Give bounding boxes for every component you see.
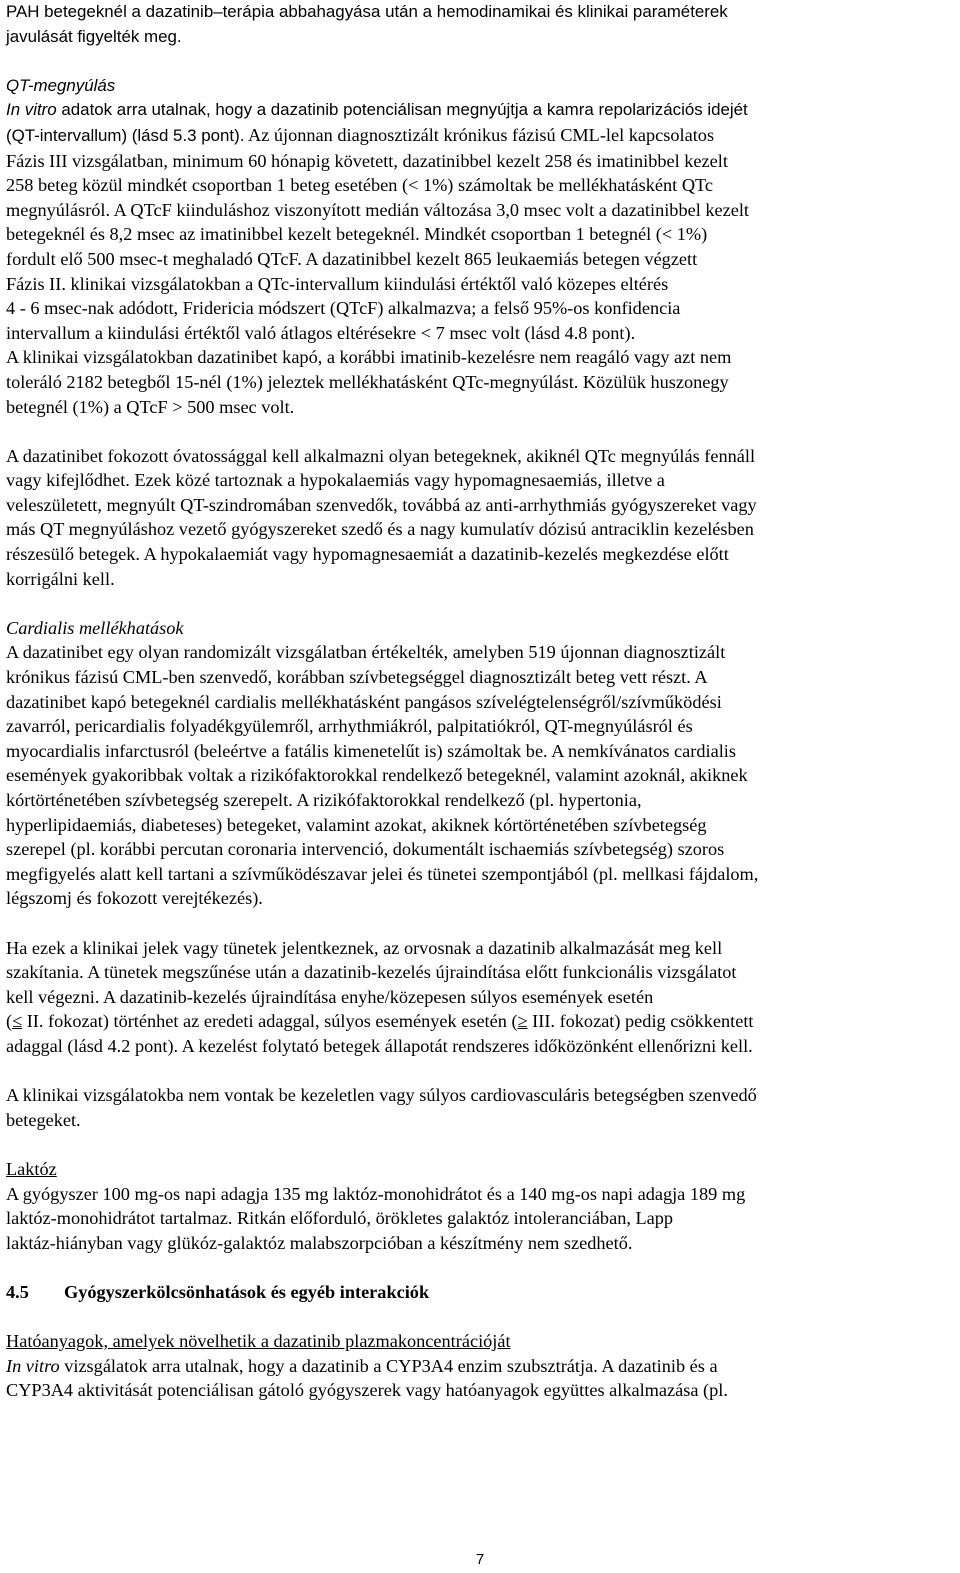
section-title: Gyógyszerkölcsönhatások és egyéb interakciók xyxy=(64,1281,430,1302)
text-line: vagy kifejlődhet. Ezek közé tartoznak a hypokalaemiás vagy hypomagnesaemiás, illetve a xyxy=(6,470,665,491)
text-line: PAH betegeknél a dazatinib–terápia abbahagyása után a hemodinamikai és klinikai paraméterek xyxy=(6,2,728,21)
cardiac-heading: Cardialis mellékhatások xyxy=(6,617,184,638)
text-line: más QT megnyúláshoz vezető gyógyszereket szedő és a nagy kumulatív dózisú antraciklin kezelésben xyxy=(6,519,754,540)
intro-paragraph xyxy=(6,0,956,49)
text-line: fordult elő 500 msec-t meghaladó QTcF. A dazatinibbel kezelt 865 leukaemiás betegen végzett xyxy=(6,248,698,269)
document-page xyxy=(6,0,956,1403)
text-line: szerepel (pl. korábbi percutan coronaria intervenció, dokumentált ischaemiás szívbetegség) szoros xyxy=(6,839,725,860)
text-line: megnyúlásról. A QTcF kiinduláshoz viszonyított medián változása 3,0 msec volt a dazatinibbel kezelt xyxy=(6,199,749,220)
text-line: Ha ezek a klinikai jelek vagy tünetek jelentkeznek, az orvosnak a dazatinib alkalmazását meg kell xyxy=(6,937,723,958)
section-4-5 xyxy=(6,1280,956,1403)
text-line: Fázis II. klinikai vizsgálatokban a QTc-intervallum kiindulási értéktől való közepes eltérés xyxy=(6,273,669,294)
text-line: 258 beteg közül mindkét csoportban 1 beteg esetében (< 1%) számoltak be mellékhatásként QTc xyxy=(6,175,714,196)
text-line: A gyógyszer 100 mg-os napi adagja 135 mg laktóz-monohidrátot és a 140 mg-os napi adagja 189 mg xyxy=(6,1183,746,1204)
in-vitro-term: In vitro xyxy=(6,1355,60,1376)
text-line: szakítania. A tünetek megszűnése után a dazatinib-kezelés újraindítása előtt funkcionális vizsgálatot xyxy=(6,962,737,983)
text-line: javulását figyelték meg. xyxy=(6,26,182,46)
text-line: A klinikai vizsgálatokba nem vontak be kezeletlen vagy súlyos cardiovasculáris betegségben szenvedő xyxy=(6,1085,757,1106)
text-line: megfigyelés alatt kell tartani a szívműködészavar jelei és tünetei szempontjából (pl. mellkasi fájdalom, xyxy=(6,863,759,884)
text-line: korrigálni kell. xyxy=(6,568,115,589)
text-line: laktóz-monohidrátot tartalmaz. Ritkán előforduló, örökletes galaktóz intoleranciában, Lapp xyxy=(6,1208,674,1229)
text-line: krónikus fázisú CML-ben szenvedő, korábban szívbetegséggel diagnosztizált beteg vett részt. A xyxy=(6,667,708,688)
text-line: betegeket. xyxy=(6,1109,81,1130)
text-line: zavarról, pericardialis folyadékgyülemről, arrhythmiákról, palpitatiókról, QT-megnyúlásról és xyxy=(6,716,693,737)
caution-paragraph xyxy=(6,444,956,592)
text-line: kórtörténetében szívbetegség szerepelt. A rizikófaktorokkal rendelkező (pl. hypertonia, xyxy=(6,790,642,810)
text-line: laktáz-hiányban vagy glükóz-galaktóz malabszorpcióban a készítmény nem szedhető. xyxy=(6,1232,633,1253)
text-line: betegnél (1%) a QTcF > 500 msec volt. xyxy=(6,396,295,417)
text-line: hyperlipidaemiás, diabeteses) betegeket, valamint azokat, akiknek kórtörténetében szívbetegség xyxy=(6,814,707,835)
text-line: események gyakoribbak voltak a rizikófaktorokkal rendelkező betegeknél, valamint azoknál, akiknek xyxy=(6,765,748,786)
text-line: A dazatinibet fokozott óvatossággal kell alkalmazni olyan betegeknek, akiknél QTc megnyúlás fennáll xyxy=(6,445,756,466)
text-line: adaggal (lásd 4.2 pont). A kezelést folytató betegek állapotát rendszeres időközönként ellenőrizni kell. xyxy=(6,1035,753,1056)
lactose-section xyxy=(6,1157,956,1255)
text-line: A dazatinibet egy olyan randomizált vizsgálatban értékelték, amelyben 519 újonnan diagnosztizált xyxy=(6,642,726,663)
text-line: veleszületett, megnyúlt QT-szindromában szenvedők, továbbá az anti-arrhythmiás gyógyszereket vagy xyxy=(6,494,757,515)
text-line: részesülő betegek. A hypokalaemiát vagy hypomagnesaemiát a dazatinib-kezelés megkezdése előtt xyxy=(6,544,729,565)
qt-heading: QT-megnyúlás xyxy=(6,75,116,95)
untreated-paragraph xyxy=(6,1083,956,1132)
text-line: In vitro vizsgálatok arra utalnak, hogy a dazatinib a CYP3A4 enzim szubsztrátja. A dazatinib és a xyxy=(6,1355,718,1376)
cardiac-section xyxy=(6,616,956,911)
text-line: (QT-intervallum) (lásd 5.3 pont). Az újonnan diagnosztizált krónikus fázisú CML-lel kapcsolatos xyxy=(6,124,715,145)
text-line: CYP3A4 aktivitását potenciálisan gátoló gyógyszerek vagy hatóanyagok együttes alkalmazása (pl. xyxy=(6,1380,728,1401)
text-line: légszomj és fokozott verejtékezés). xyxy=(6,888,263,909)
text-line: A klinikai vizsgálatokban dazatinibet kapó, a korábbi imatinib-kezelésre nem reagáló vagy azt nem xyxy=(6,347,732,368)
text-line: intervallum a kiindulási értéktől való átlagos eltérésekre < 7 msec volt (lásd 4.8 pont). xyxy=(6,322,636,343)
text-line: 4 - 6 msec-nak adódott, Fridericia módszert (QTcF) alkalmazva; a felső 95%-os konfidencia xyxy=(6,298,681,319)
less-equal-symbol: ≤ xyxy=(12,1011,23,1032)
signs-paragraph xyxy=(6,936,956,1059)
text-line: (≤ II. fokozat) történhet az eredeti adaggal, súlyos események esetén (≥ III. fokozat) pedig csökkentett xyxy=(6,1011,754,1032)
text-line: betegeknél és 8,2 msec az imatinibbel kezelt betegeknél. Mindkét csoportban 1 betegnél (< 1%) xyxy=(6,224,708,245)
subsection-heading: Hatóanyagok, amelyek növelhetik a dazatinib plazmakoncentrációját xyxy=(6,1331,511,1352)
lactose-heading: Laktóz xyxy=(6,1158,57,1179)
qt-section xyxy=(6,74,956,419)
text-line: dazatinibet kapó betegeknél cardialis mellékhatásként pangásos szívelégtelenségről/szívműködési xyxy=(6,691,722,712)
text-line: Fázis III vizsgálatban, minimum 60 hónapig követett, dazatinibbel kezelt 258 és imatinibbel kezelt xyxy=(6,150,728,171)
text-line: kell végezni. A dazatinib-kezelés újraindítása enyhe/közepesen súlyos események esetén xyxy=(6,986,654,1007)
text-line: myocardialis infarctusról (beleértve a fatális kimenetelűt is) számoltak be. A nemkívánatos cardialis xyxy=(6,740,736,761)
section-heading xyxy=(6,1280,956,1305)
in-vitro-term: In vitro xyxy=(6,100,57,120)
section-number: 4.5 xyxy=(6,1281,29,1302)
text-line: In vitro adatok arra utalnak, hogy a dazatinib potenciálisan megnyújtja a kamra repolarizációs idejét xyxy=(6,100,748,120)
text-line: toleráló 2182 betegből 15-nél (1%) jeleztek mellékhatásként QTc-megnyúlást. Közülük huszonegy xyxy=(6,371,729,392)
greater-equal-symbol: ≥ xyxy=(517,1011,528,1032)
page-number: 7 xyxy=(475,1551,485,1568)
